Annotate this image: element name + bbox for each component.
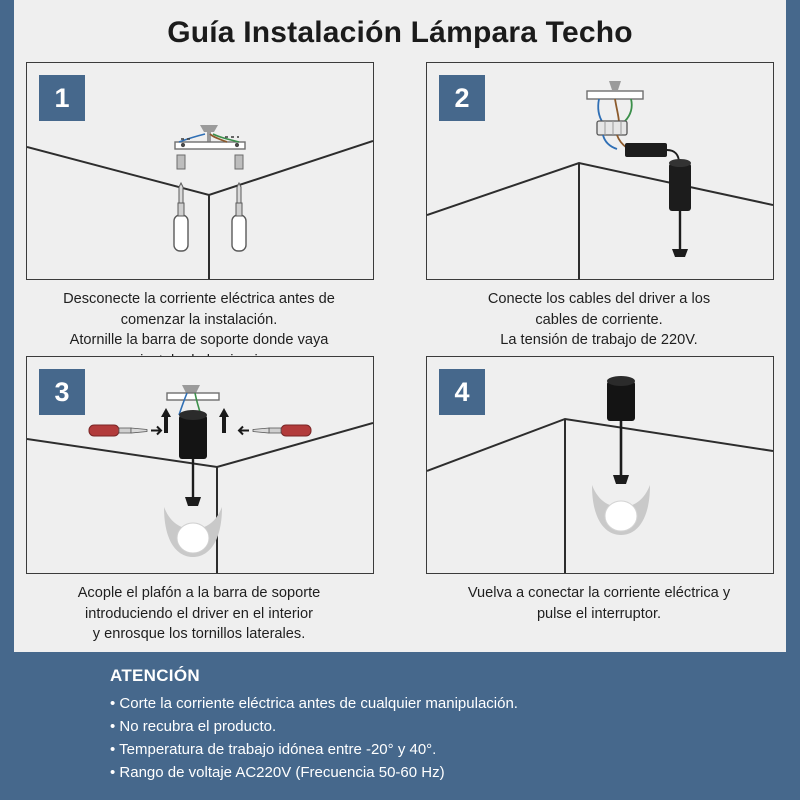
step-1-caption-line-1: Desconecte la corriente eléctrica antes de bbox=[63, 291, 335, 307]
step-3-caption-line-1: Acople el plafón a la barra de soporte bbox=[77, 585, 321, 601]
step-4 bbox=[426, 356, 774, 624]
step-3-caption-line-2: introduciendo el driver en el interior bbox=[85, 605, 313, 622]
step-1 bbox=[26, 62, 374, 371]
step-2-caption-line-1: Conecte los cables del driver a los bbox=[487, 291, 711, 307]
step-3-illustration bbox=[26, 356, 374, 574]
step-2 bbox=[426, 62, 774, 351]
attention-item: • No recubra el producto. bbox=[110, 718, 277, 735]
step-3-badge: 3 bbox=[39, 369, 85, 415]
attention-list bbox=[110, 692, 786, 784]
attention-heading: ATENCIÓN bbox=[110, 666, 200, 685]
step-3-caption bbox=[26, 583, 372, 645]
step-1-caption-line-2: comenzar la instalación. bbox=[120, 311, 278, 328]
step-4-caption-line-2: pulse el interruptor. bbox=[536, 605, 662, 622]
steps-grid bbox=[14, 62, 786, 642]
step-1-badge: 1 bbox=[39, 75, 85, 121]
step-2-caption bbox=[426, 289, 772, 351]
attention-banner bbox=[14, 652, 786, 800]
attention-item: • Corte la corriente eléctrica antes de cualquier manipulación. bbox=[110, 695, 518, 712]
page-title: Guía Instalación Lámpara Techo bbox=[167, 16, 633, 49]
step-4-badge: 4 bbox=[439, 369, 485, 415]
step-3-caption-line-3: y enrosque los tornillos laterales. bbox=[92, 626, 306, 642]
step-2-illustration bbox=[426, 62, 774, 280]
attention-item: • Rango de voltaje AC220V (Frecuencia 50-60 Hz) bbox=[110, 764, 445, 781]
step-1-illustration bbox=[26, 62, 374, 280]
attention-item: • Temperatura de trabajo idónea entre -20° y 40°. bbox=[110, 741, 437, 758]
step-2-badge: 2 bbox=[439, 75, 485, 121]
step-4-caption-line-1: Vuelva a conectar la corriente eléctrica y bbox=[467, 585, 731, 601]
step-1-caption-line-3: Atornille la barra de soporte donde vaya bbox=[69, 332, 329, 348]
step-4-illustration bbox=[426, 356, 774, 574]
step-4-caption bbox=[426, 583, 772, 624]
step-3 bbox=[26, 356, 374, 645]
step-2-caption-line-2: cables de corriente. bbox=[535, 311, 663, 328]
step-2-caption-line-3: La tensión de trabajo de 220V. bbox=[500, 332, 698, 348]
